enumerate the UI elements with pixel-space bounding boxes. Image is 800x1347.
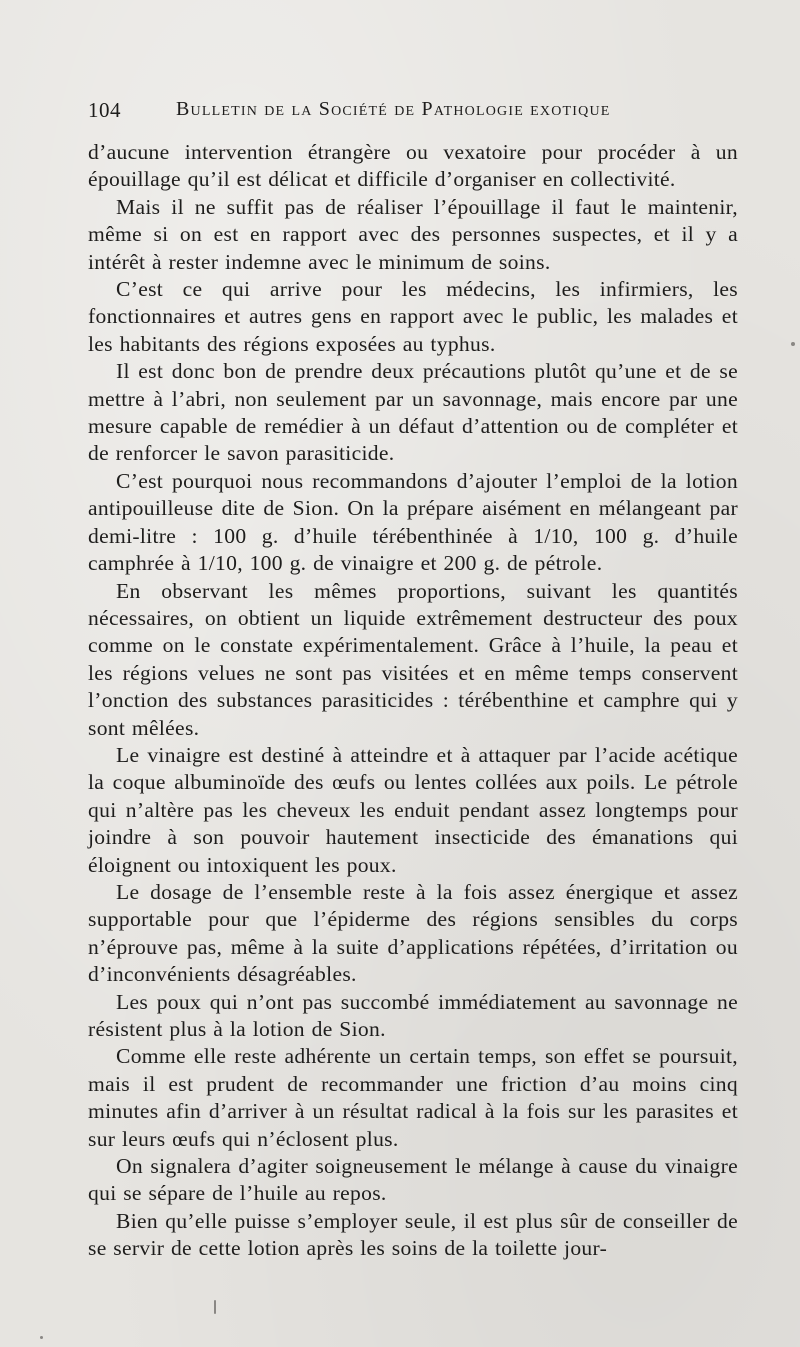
running-head <box>88 96 738 128</box>
paragraph: Le dosage de l’ensemble reste à la fois assez énergique et assez supportable pour que l’épiderme des régions sensibles du corps n’éprouve pas, même à la suite d’applications répétées, d’irritation ou d’inconvénients désagréables. <box>88 879 738 987</box>
page-number: 104 <box>88 98 121 122</box>
paragraph: Les poux qui n’ont pas succombé immédiatement au savonnage ne résistent plus à la lotion de Sion. <box>88 989 738 1041</box>
paper-speck <box>40 1336 43 1339</box>
paragraph: C’est ce qui arrive pour les médecins, les infirmiers, les fonctionnaires et autres gens en rapport avec le public, les malades et les habitants des régions exposées au typhus. <box>88 277 738 356</box>
paragraph: Bien qu’elle puisse s’employer seule, il est plus sûr de conseiller de se servir de cette lotion après les soins de la toilette jour- <box>88 1208 738 1261</box>
paper-speck <box>791 342 795 346</box>
body-text <box>88 139 738 1263</box>
paragraph: Comme elle reste adhérente un certain temps, son effet se poursuit, mais il est prudent de recommander une friction d’au moins cinq minutes afin d’arriver à un résultat radical à la fois sur les parasites et sur leurs œufs qui n’éclosent plus. <box>88 1044 738 1151</box>
paragraph: Le vinaigre est destiné à atteindre et à attaquer par l’acide acétique la coque albuminoïde des œufs ou lentes collées aux poils. Le pétrole qui n’altère pas les cheveux les enduit pendant assez longtemps pour joindre à son pouvoir hautement insecticide des émanations qui éloignent ou intoxiquent les poux. <box>88 742 738 877</box>
paragraph: Il est donc bon de prendre deux précautions plutôt qu’une et de se mettre à l’abri, non seulement par un savonnage, mais encore par une mesure capable de remédier à un défaut d’attention ou de compléter et de renforcer le savon parasiticide. <box>88 359 738 466</box>
journal-title: Bulletin de la Société de Pathologie exotique <box>176 98 611 120</box>
paragraph: C’est pourquoi nous recommandons d’ajouter l’emploi de la lotion antipouilleuse dite de Sion. On la prépare aisément en mélangeant par demi-litre : 100 g. d’huile térébenthinée à 1/10, 100 g. d’huile camphrée à 1/10, 100 g. de vinaigre et 200 g. de pétrole. <box>88 468 738 576</box>
paper-speck <box>214 1300 216 1314</box>
paragraph: d’aucune intervention étrangère ou vexatoire pour procéder à un épouillage qu’il est délicat et difficile d’organiser en collectivité. <box>88 140 738 192</box>
paragraph: Mais il ne suffit pas de réaliser l’épouillage il faut le maintenir, même si on est en rapport avec des personnes suspectes, et il y a intérêt à rester indemne avec le minimum de soins. <box>88 194 738 274</box>
paragraph: On signalera d’agiter soigneusement le mélange à cause du vinaigre qui se sépare de l’huile au repos. <box>88 1154 738 1206</box>
paragraph: En observant les mêmes proportions, suivant les quantités nécessaires, on obtient un liquide extrêmement destructeur des poux comme on le constate expérimentalement. Grâce à l’huile, la peau et les régions velues ne sont pas visitées et en même temps conservent l’onction des substances parasiticides : térébenthine et camphre qui y sont mêlées. <box>88 578 738 740</box>
